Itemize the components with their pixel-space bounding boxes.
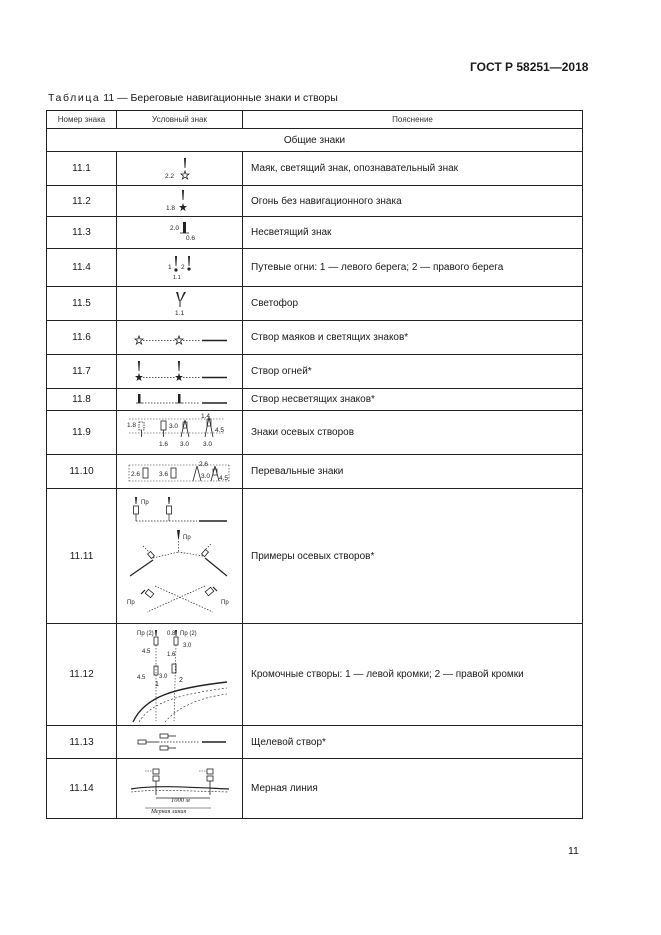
table-row <box>47 411 583 455</box>
sign-description: Перевальные знаки <box>243 455 583 489</box>
lighthouse-symbol <box>150 155 210 183</box>
symbol-label: 0.8 <box>166 630 175 637</box>
symbol-label: 1.8 <box>126 421 136 429</box>
symbol-label: 0.6 <box>185 234 195 242</box>
symbol-label: 4.5 <box>136 674 145 681</box>
sign-description: Маяк, светящий знак, опознавательный знак <box>243 152 583 186</box>
sign-symbol <box>117 186 243 217</box>
path-lights-symbol <box>150 253 210 283</box>
symbol-label: 2.6 <box>130 470 140 478</box>
symbol-label: 3.0 <box>168 422 178 430</box>
sign-number: 11.8 <box>47 389 117 411</box>
symbol-label: 4.5 <box>214 426 224 434</box>
table-row <box>47 759 583 819</box>
sign-number: 11.5 <box>47 287 117 321</box>
symbol-label: Мерная линия <box>150 808 186 815</box>
section-title: Общие знаки <box>47 129 583 152</box>
table-caption <box>48 92 338 104</box>
edge-alignment-symbol <box>125 626 235 724</box>
symbol-label: 1000 м <box>170 796 190 804</box>
sign-symbol <box>117 152 243 186</box>
sign-description: Створ несветящих знаков* <box>243 389 583 411</box>
sign-number: 11.10 <box>47 455 117 489</box>
table-row <box>47 389 583 411</box>
sign-description: Щелевой створ* <box>243 726 583 759</box>
symbol-label: 3.0 <box>182 642 191 649</box>
sign-number: 11.11 <box>47 489 117 624</box>
table-row <box>47 217 583 249</box>
sign-number: 11.14 <box>47 759 117 819</box>
sign-number: 11.6 <box>47 321 117 355</box>
symbol-label: 1.8 <box>165 205 175 212</box>
unlit-alignment-symbol <box>130 391 230 409</box>
traffic-light-symbol <box>150 289 210 319</box>
symbol-label: 3.0 <box>200 472 210 480</box>
column-header-description: Пояснение <box>243 111 583 129</box>
sign-description: Светофор <box>243 287 583 321</box>
sign-symbol <box>117 759 243 819</box>
symbol-label: Пр (2) <box>136 630 154 637</box>
symbol-label: Пр <box>182 534 191 541</box>
page-number: 11 <box>568 845 579 857</box>
column-header-number: Номер знака <box>47 111 117 129</box>
sign-symbol <box>117 455 243 489</box>
sign-symbol <box>117 249 243 287</box>
symbol-label: 2.0 <box>169 224 179 232</box>
table-row <box>47 726 583 759</box>
sign-number: 11.3 <box>47 217 117 249</box>
sign-symbol <box>117 287 243 321</box>
table-row <box>47 455 583 489</box>
sign-symbol <box>117 389 243 411</box>
sign-description: Створ маяков и светящих знаков* <box>243 321 583 355</box>
sign-symbol <box>117 624 243 726</box>
lighthouse-alignment-symbol <box>130 327 230 349</box>
sign-description: Огонь без навигационного знака <box>243 186 583 217</box>
table-row <box>47 249 583 287</box>
sign-number: 11.2 <box>47 186 117 217</box>
table-row <box>47 287 583 321</box>
sign-description: Путевые огни: 1 — левого берега; 2 — правого берега <box>243 249 583 287</box>
sign-number: 11.9 <box>47 411 117 455</box>
sign-symbol <box>117 321 243 355</box>
sign-symbol <box>117 355 243 389</box>
sign-description: Кромочные створы: 1 — левой кромки; 2 — правой кромки <box>243 624 583 726</box>
symbol-label: 3.0 <box>202 440 212 448</box>
table-caption-title: — Береговые навигационные знаки и створы <box>117 92 338 104</box>
symbol-label: 1 <box>154 680 159 688</box>
sign-description: Знаки осевых створов <box>243 411 583 455</box>
symbol-label: 2 <box>180 263 185 271</box>
sign-symbol <box>117 489 243 624</box>
lights-alignment-symbol <box>130 359 230 385</box>
symbol-label: 4.5 <box>141 648 150 655</box>
sign-description: Мерная линия <box>243 759 583 819</box>
navigation-signs-table <box>46 110 583 819</box>
symbol-label: 2 <box>178 676 183 684</box>
sign-number: 11.12 <box>47 624 117 726</box>
sign-number: 11.13 <box>47 726 117 759</box>
symbol-label: Пр <box>126 599 135 606</box>
table-caption-label: Таблица <box>48 92 101 104</box>
table-row <box>47 152 583 186</box>
symbol-label: 2.6 <box>198 460 208 468</box>
unlit-sign-symbol <box>150 220 210 246</box>
column-header-symbol: Условный знак <box>117 111 243 129</box>
symbol-label: 3.0 <box>179 440 189 448</box>
sign-symbol <box>117 217 243 249</box>
symbol-label: 3.0 <box>158 673 167 680</box>
document-code: ГОСТ Р 58251—2018 <box>470 60 589 74</box>
light-symbol <box>150 188 210 214</box>
symbol-label: 2.2 <box>164 172 174 180</box>
axial-alignment-signs-symbol <box>125 413 235 453</box>
symbol-label: 4.5 <box>218 474 228 482</box>
sign-number: 11.4 <box>47 249 117 287</box>
table-row <box>47 489 583 624</box>
symbol-label: Пр <box>140 499 149 506</box>
crossing-signs-symbol <box>125 457 235 487</box>
measured-line-symbol <box>125 761 235 817</box>
section-row <box>47 129 583 152</box>
table-header-row <box>47 111 583 129</box>
sign-description: Несветящий знак <box>243 217 583 249</box>
table-row <box>47 624 583 726</box>
table-row <box>47 321 583 355</box>
sign-description: Примеры осевых створов* <box>243 489 583 624</box>
symbol-label: 3.6 <box>158 470 168 478</box>
symbol-label: 1.4 <box>200 412 210 420</box>
sign-symbol <box>117 726 243 759</box>
sign-description: Створ огней* <box>243 355 583 389</box>
symbol-label: Пр <box>220 599 229 606</box>
symbol-label: 1 <box>167 263 172 271</box>
sign-number: 11.1 <box>47 152 117 186</box>
symbol-label: 1.6 <box>158 440 168 448</box>
symbol-label: 1.6 <box>166 651 175 658</box>
table-caption-number: 11 <box>103 92 115 104</box>
symbol-label: 1.1 <box>174 309 184 317</box>
sign-symbol <box>117 411 243 455</box>
symbol-label: Пр (2) <box>179 630 197 637</box>
sign-number: 11.7 <box>47 355 117 389</box>
table-row <box>47 355 583 389</box>
slot-alignment-symbol <box>130 729 230 755</box>
symbol-label: 1.1 <box>172 274 181 281</box>
axial-alignment-examples-symbol <box>125 494 235 619</box>
table-row <box>47 186 583 217</box>
